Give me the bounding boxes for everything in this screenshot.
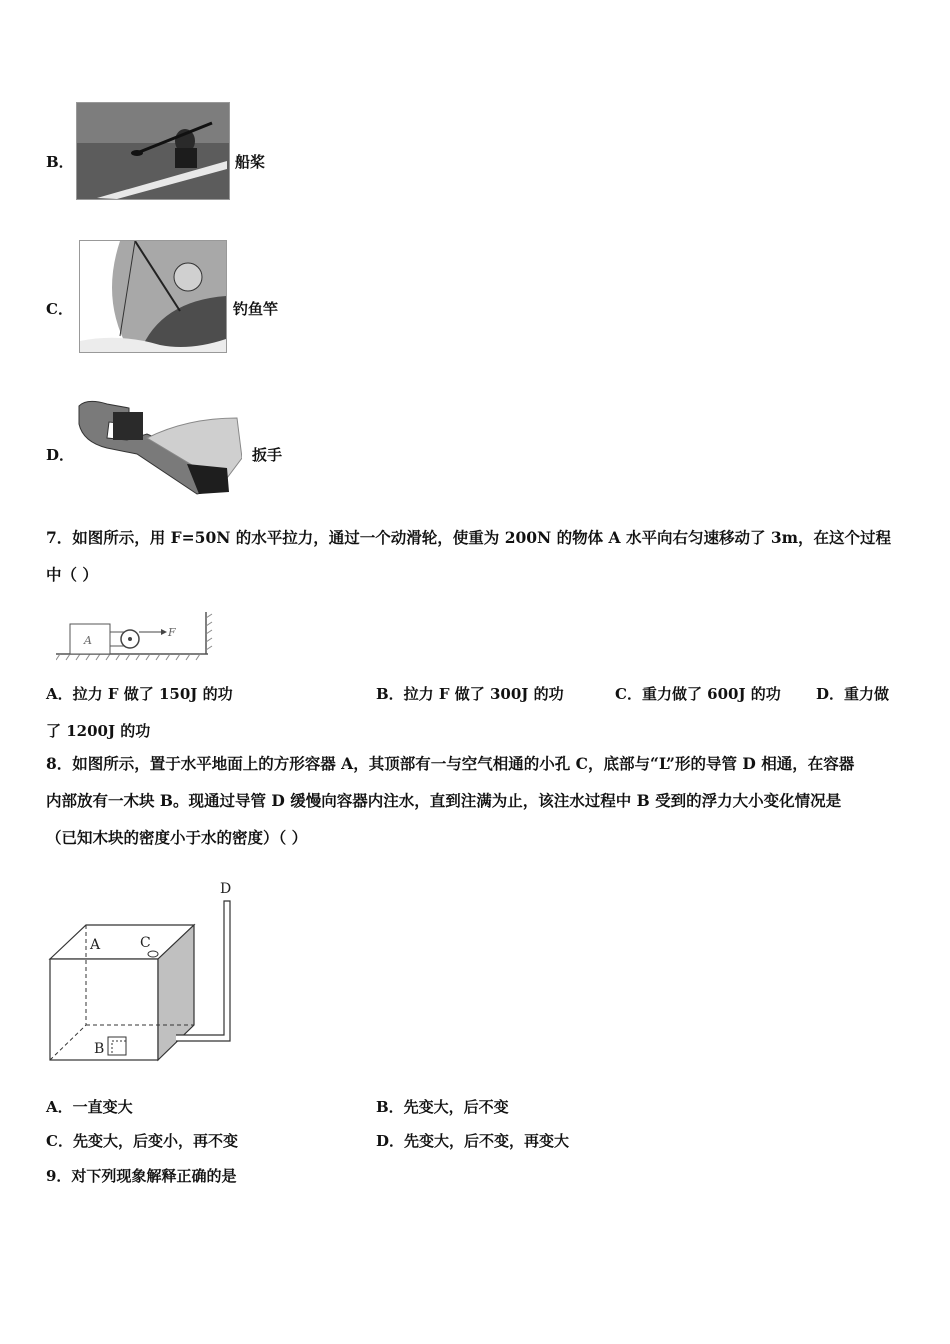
label-b: B: [94, 1041, 105, 1057]
paddle-image: [76, 102, 230, 200]
option-d-letter: D．: [46, 446, 75, 464]
q7-option-a[interactable]: A．拉力 F 做了 150J 的功: [46, 685, 233, 703]
option-d-caption: 扳手: [252, 446, 283, 464]
block-a-label: A: [84, 634, 92, 647]
q8-stem-line3: （已知木块的密度小于水的密度）（ ）: [46, 828, 308, 847]
wrench-image: [77, 398, 242, 496]
fishing-illustration: [80, 241, 226, 352]
q7-option-d-part2[interactable]: 了 1200J 的功: [46, 722, 151, 740]
kayak-illustration: [77, 103, 229, 199]
q8-option-b[interactable]: B．先变大，后不变: [376, 1098, 509, 1116]
container-diagram: [46, 875, 246, 1065]
force-f-label: F: [168, 626, 176, 639]
option-b-caption: 船桨: [235, 153, 266, 171]
fishing-rod-image: [79, 240, 227, 353]
q7-option-c[interactable]: C．重力做了 600J 的功: [615, 685, 781, 703]
pulley-diagram: [56, 610, 226, 666]
label-c: C: [140, 935, 151, 951]
label-a: A: [90, 937, 101, 953]
q7-stem-line2: 中（ ）: [46, 565, 98, 584]
q7-pulley-figure: [56, 610, 226, 666]
q8-stem-line2: 内部放有一木块 B。现通过导管 D 缓慢向容器内注水，直到注满为止，该注水过程中 B 受到的浮力大小变化情况是: [46, 791, 842, 810]
option-c-caption: 钓鱼竿: [233, 300, 279, 318]
q7-stem-line1: 7．如图所示，用 F=50N 的水平拉力，通过一个动滑轮，使重为 200N 的物体 A 水平向右匀速移动了 3m，在这个过程: [46, 528, 892, 547]
q8-option-d[interactable]: D．先变大，后不变，再变大: [376, 1132, 570, 1150]
q7-option-b[interactable]: B．拉力 F 做了 300J 的功: [376, 685, 564, 703]
q8-option-c[interactable]: C．先变大，后变小，再不变: [46, 1132, 238, 1150]
q9-stem: 9．对下列现象解释正确的是: [46, 1167, 237, 1185]
label-d: D: [220, 881, 232, 897]
q8-container-figure: [46, 875, 246, 1065]
option-b-letter: B．: [46, 153, 74, 171]
q7-option-d-part1[interactable]: D．重力做: [816, 685, 890, 703]
q8-stem-line1: 8．如图所示，置于水平地面上的方形容器 A，其顶部有一与空气相通的小孔 C，底部与“L”形的导管 D 相通，在容器: [46, 754, 855, 773]
q8-option-a[interactable]: A．一直变大: [46, 1098, 133, 1116]
option-c-letter: C．: [46, 300, 73, 318]
wrench-illustration: [77, 398, 242, 496]
